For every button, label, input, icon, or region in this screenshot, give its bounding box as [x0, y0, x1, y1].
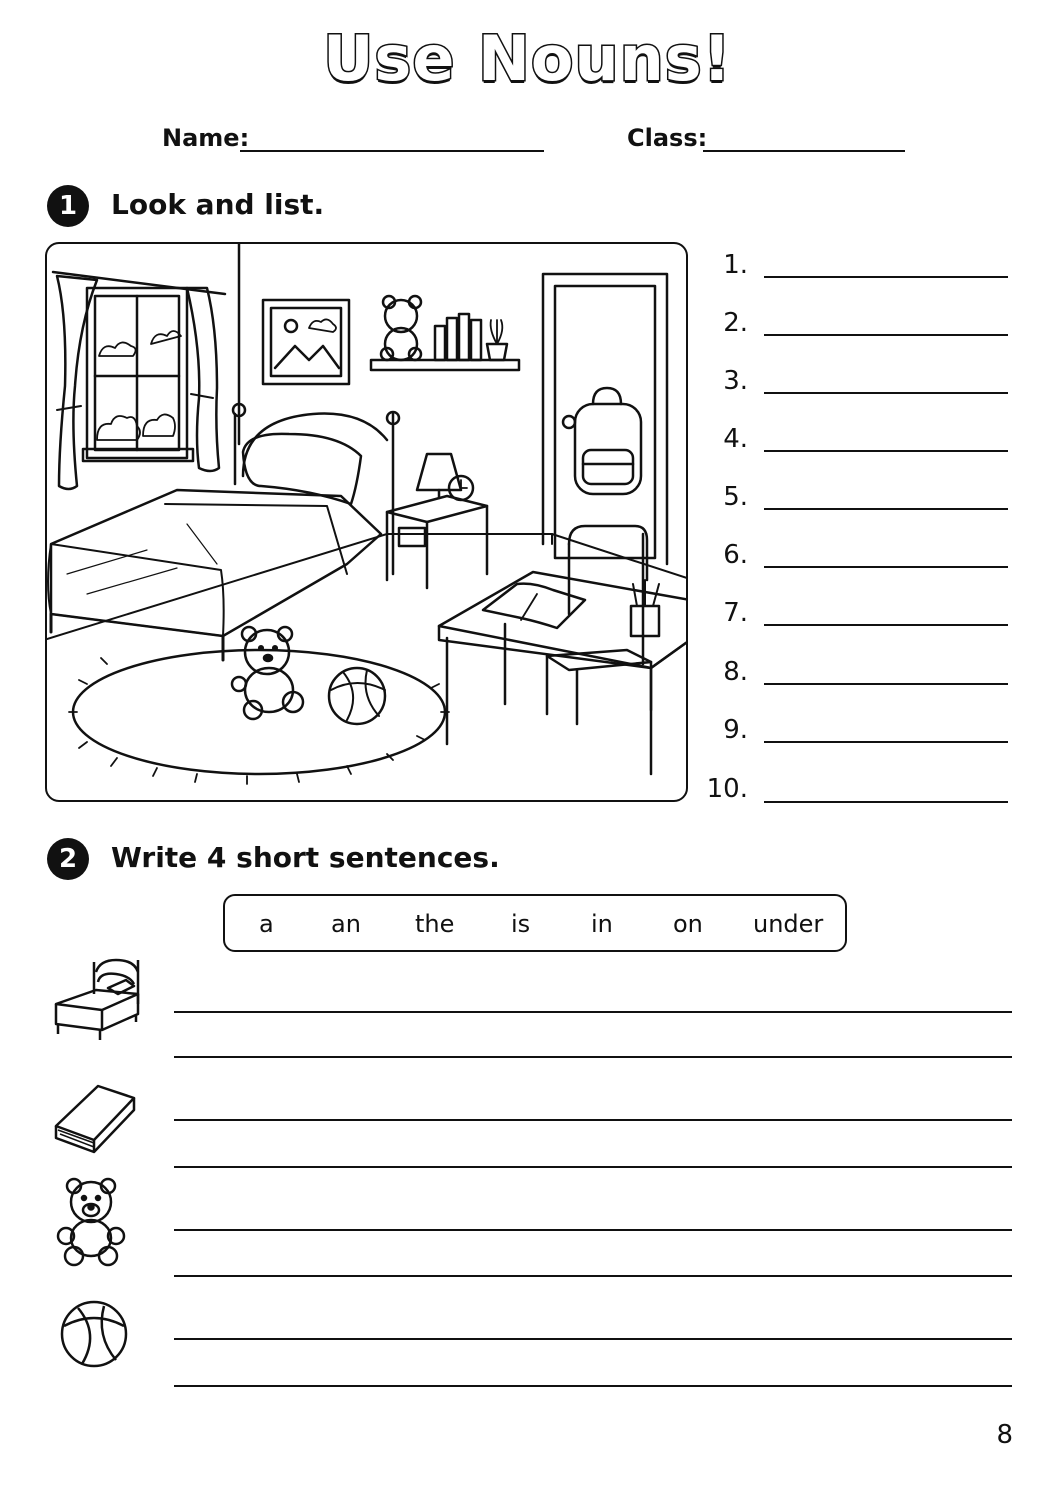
answer-line-2[interactable] [764, 334, 1008, 336]
answer-line-9[interactable] [764, 741, 1008, 743]
sentence-line-4a[interactable] [174, 1338, 1012, 1340]
answer-line-5[interactable] [764, 508, 1008, 510]
wall-shelf-icon [371, 296, 519, 370]
name-label: Name: [162, 124, 250, 152]
backpack-icon [575, 388, 641, 494]
picture-frame-icon [263, 300, 349, 384]
word-bank-item: an [331, 910, 361, 938]
page-number: 8 [996, 1420, 1013, 1450]
window-icon [53, 272, 225, 489]
section-1-number: 1 [47, 185, 89, 227]
worksheet-title: Use Nouns! [323, 22, 732, 95]
list-number-2: 2. [723, 308, 748, 338]
answer-line-4[interactable] [764, 450, 1008, 452]
sentence-line-4b[interactable] [174, 1385, 1012, 1387]
name-write-line[interactable] [240, 150, 544, 152]
word-bank-item: a [259, 910, 274, 938]
sentence-line-1a[interactable] [174, 1011, 1012, 1013]
word-bank-item: the [415, 910, 455, 938]
chair-icon [547, 526, 651, 724]
list-number-1: 1. [723, 250, 748, 280]
list-number-8: 8. [723, 657, 748, 687]
answer-line-8[interactable] [764, 683, 1008, 685]
door-icon [543, 274, 667, 564]
answer-line-7[interactable] [764, 624, 1008, 626]
sentence-line-3a[interactable] [174, 1229, 1012, 1231]
word-bank-item: is [511, 910, 531, 938]
list-number-6: 6. [723, 540, 748, 570]
nightstand-icon [387, 454, 487, 588]
list-number-4: 4. [723, 424, 748, 454]
bed-icon [52, 954, 144, 1044]
list-number-9: 9. [723, 715, 748, 745]
sentence-line-1b[interactable] [174, 1056, 1012, 1058]
sentence-line-2a[interactable] [174, 1119, 1012, 1121]
answer-line-6[interactable] [764, 566, 1008, 568]
book-icon [52, 1080, 138, 1156]
bedroom-scene-picture [45, 242, 688, 802]
list-number-7: 7. [723, 598, 748, 628]
list-number-10: 10. [706, 774, 748, 804]
answer-line-10[interactable] [764, 801, 1008, 803]
desk-icon [439, 572, 688, 774]
bed-scene-icon [48, 404, 399, 660]
answer-line-1[interactable] [764, 276, 1008, 278]
sentence-line-3b[interactable] [174, 1275, 1012, 1277]
list-number-5: 5. [723, 482, 748, 512]
ball-scene-icon [329, 668, 385, 724]
sentence-line-2b[interactable] [174, 1166, 1012, 1168]
word-bank [223, 894, 847, 952]
class-label: Class: [627, 124, 708, 152]
word-bank-item: in [591, 910, 613, 938]
section-2-title: Write 4 short sentences. [111, 841, 500, 874]
teddy-bear-icon [54, 1176, 128, 1268]
section-1-title: Look and list. [111, 188, 325, 221]
teddy-bear-scene-icon [232, 627, 303, 719]
section-2-number: 2 [47, 838, 89, 880]
word-bank-item: on [673, 910, 703, 938]
word-bank-item: under [753, 910, 824, 938]
class-write-line[interactable] [703, 150, 905, 152]
answer-line-3[interactable] [764, 392, 1008, 394]
list-number-3: 3. [723, 366, 748, 396]
ball-icon [58, 1296, 130, 1372]
